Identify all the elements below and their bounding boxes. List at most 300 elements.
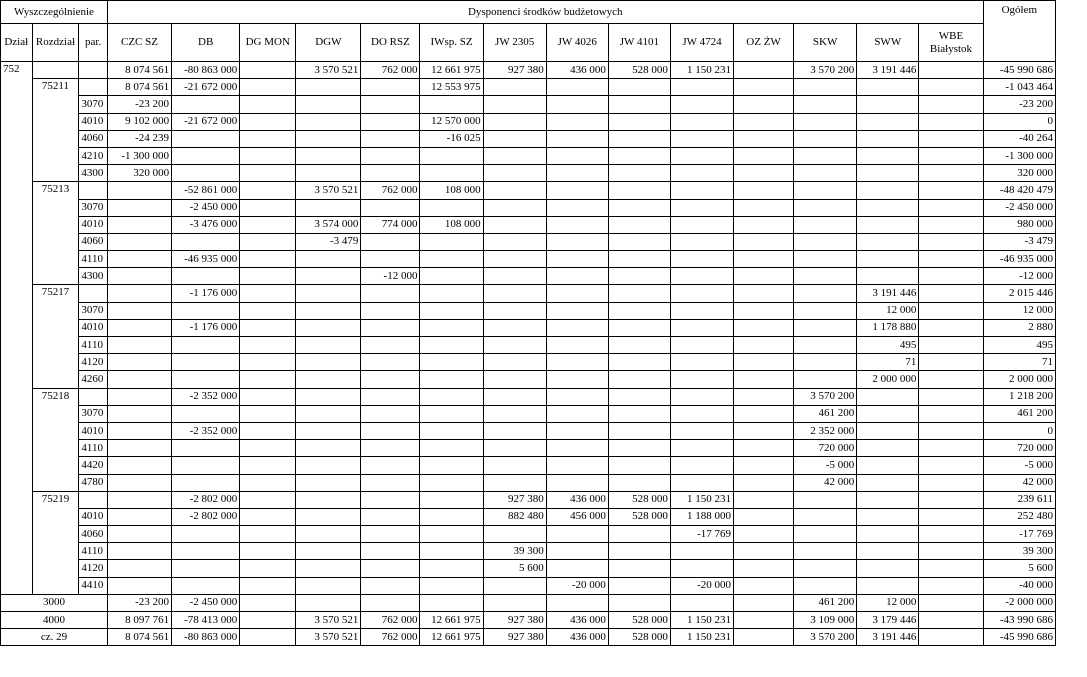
value-cell [240,337,296,354]
value-cell [608,422,670,439]
value-cell [734,268,794,285]
value-cell [483,354,546,371]
value-cell [420,165,483,182]
rozdzial-cell [32,233,79,250]
value-cell [172,130,240,147]
value-cell [670,165,733,182]
value-cell [361,526,420,543]
summary-value-cell: 436 000 [546,629,608,646]
value-cell [296,543,361,560]
value-cell [296,268,361,285]
summary-value-cell: 12 661 975 [420,612,483,629]
value-cell [483,302,546,319]
value-cell [857,268,919,285]
value-cell: 9 102 000 [107,113,171,130]
value-cell [107,508,171,525]
value-cell [240,165,296,182]
rozdzial-cell [32,526,79,543]
par-cell [79,62,108,79]
value-cell [172,302,240,319]
par-cell [79,285,108,302]
value-cell [361,491,420,508]
value-cell [483,268,546,285]
table-row [1,182,1056,199]
value-cell [296,457,361,474]
value-cell [794,508,857,525]
rozdzial-cell: 75219 [32,491,79,508]
value-cell [240,62,296,79]
value-cell [734,302,794,319]
value-cell [670,388,733,405]
table-row [1,285,1056,302]
value-cell: -5 000 [983,457,1055,474]
value-cell [483,79,546,96]
value-cell [734,457,794,474]
value-cell [546,560,608,577]
value-cell [483,371,546,388]
value-cell [857,233,919,250]
value-cell [240,491,296,508]
value-cell [240,440,296,457]
value-cell [857,543,919,560]
value-cell: -1 043 464 [983,79,1055,96]
value-cell: -17 769 [983,526,1055,543]
summary-value-cell: 1 150 231 [670,612,733,629]
value-cell [420,560,483,577]
value-cell [107,199,171,216]
value-cell [361,302,420,319]
value-cell: -3 479 [296,233,361,250]
value-cell [296,79,361,96]
value-cell [296,560,361,577]
value-cell [919,337,983,354]
summary-value-cell [919,594,983,611]
value-cell [857,457,919,474]
value-cell [546,337,608,354]
value-cell [107,526,171,543]
summary-value-cell: -43 990 686 [983,612,1055,629]
value-cell: 5 600 [483,560,546,577]
value-cell [361,319,420,336]
value-cell: -12 000 [361,268,420,285]
value-cell [670,147,733,164]
summary-row [1,594,1056,611]
value-cell: 528 000 [608,508,670,525]
value-cell [794,491,857,508]
value-cell: -23 200 [107,96,171,113]
value-cell: -24 239 [107,130,171,147]
value-cell [919,560,983,577]
par-cell: 4110 [79,337,108,354]
par-cell: 4010 [79,113,108,130]
summary-value-cell: 3 109 000 [794,612,857,629]
value-cell: 762 000 [361,62,420,79]
value-cell [546,182,608,199]
col-header-oz-zw: OZ ŻW [734,24,794,62]
value-cell [107,319,171,336]
value-cell [670,285,733,302]
value-cell [172,96,240,113]
value-cell [546,354,608,371]
value-cell [172,337,240,354]
value-cell [361,199,420,216]
summary-value-cell: -2 000 000 [983,594,1055,611]
par-header: par. [79,24,108,62]
value-cell [361,422,420,439]
value-cell [794,79,857,96]
value-cell [670,371,733,388]
value-cell [734,577,794,594]
value-cell [794,165,857,182]
value-cell [240,457,296,474]
value-cell: 0 [983,113,1055,130]
value-cell [240,577,296,594]
value-cell: 3 191 446 [857,285,919,302]
par-cell: 4060 [79,130,108,147]
value-cell [919,233,983,250]
value-cell: 3 570 200 [794,62,857,79]
value-cell: 436 000 [546,62,608,79]
value-cell [608,405,670,422]
value-cell [240,543,296,560]
par-cell: 3070 [79,199,108,216]
value-cell: -3 476 000 [172,216,240,233]
dzial-cell: 752 [1,62,33,595]
table-row [1,199,1056,216]
value-cell [546,130,608,147]
value-cell [483,233,546,250]
table-row [1,422,1056,439]
value-cell [107,474,171,491]
rozdzial-cell [32,474,79,491]
table-row [1,508,1056,525]
value-cell [794,268,857,285]
value-cell: 2 000 000 [983,371,1055,388]
col-header-jw-2305: JW 2305 [483,24,546,62]
value-cell [794,96,857,113]
value-cell: -21 672 000 [172,113,240,130]
summary-value-cell [919,612,983,629]
summary-value-cell: 3 570 521 [296,629,361,646]
col-header-jw-4026: JW 4026 [546,24,608,62]
value-cell [794,147,857,164]
value-cell: 436 000 [546,491,608,508]
value-cell [608,268,670,285]
value-cell [794,577,857,594]
value-cell [483,405,546,422]
value-cell [420,491,483,508]
value-cell: -46 935 000 [983,251,1055,268]
value-cell [608,251,670,268]
par-cell: 4010 [79,216,108,233]
value-cell: 252 480 [983,508,1055,525]
value-cell [420,337,483,354]
value-cell [107,251,171,268]
value-cell [919,440,983,457]
value-cell [608,543,670,560]
value-cell [734,474,794,491]
value-cell: 1 188 000 [670,508,733,525]
value-cell [420,319,483,336]
summary-row [1,612,1056,629]
value-cell [483,577,546,594]
par-cell: 4300 [79,165,108,182]
value-cell [734,422,794,439]
value-cell [546,79,608,96]
value-cell [670,474,733,491]
value-cell [172,474,240,491]
col-header-wbe-bialystok [919,24,983,62]
value-cell: -40 000 [983,577,1055,594]
value-cell [857,79,919,96]
value-cell [546,302,608,319]
par-cell: 4420 [79,457,108,474]
value-cell [240,251,296,268]
value-cell [734,526,794,543]
table-row [1,251,1056,268]
value-cell: 528 000 [608,491,670,508]
summary-value-cell: 461 200 [794,594,857,611]
value-cell [420,285,483,302]
value-cell [919,285,983,302]
summary-value-cell: 12 000 [857,594,919,611]
value-cell [296,474,361,491]
value-cell [172,147,240,164]
table-row [1,405,1056,422]
summary-value-cell: 3 191 446 [857,629,919,646]
col-header-dg-mon: DG MON [240,24,296,62]
summary-value-cell: 528 000 [608,629,670,646]
value-cell [670,130,733,147]
rozdzial-cell [32,216,79,233]
rozdzial-cell [32,560,79,577]
par-cell: 4060 [79,233,108,250]
value-cell [608,285,670,302]
value-cell [919,130,983,147]
value-cell [857,199,919,216]
col-header-iwsp-sz: IWsp. SZ [420,24,483,62]
value-cell [420,457,483,474]
value-cell [857,165,919,182]
rozdzial-cell [32,319,79,336]
value-cell: -21 672 000 [172,79,240,96]
value-cell [857,251,919,268]
value-cell [734,233,794,250]
value-cell: 720 000 [983,440,1055,457]
value-cell [608,354,670,371]
par-cell: 4110 [79,543,108,560]
value-cell: 3 191 446 [857,62,919,79]
value-cell [919,577,983,594]
col-header-do-rsz: DO RSZ [361,24,420,62]
value-cell: 2 015 446 [983,285,1055,302]
table-row [1,233,1056,250]
value-cell [483,474,546,491]
value-cell [919,543,983,560]
par-cell [79,491,108,508]
value-cell [240,354,296,371]
value-cell [361,457,420,474]
rozdzial-cell [32,508,79,525]
value-cell [107,371,171,388]
value-cell [919,113,983,130]
value-cell: 239 611 [983,491,1055,508]
par-cell [79,388,108,405]
value-cell [919,79,983,96]
wbe-line2: Białystok [929,42,973,55]
summary-value-cell: 8 097 761 [107,612,171,629]
col-header-czc-sz: CZC SZ [107,24,171,62]
value-cell [670,268,733,285]
rozdzial-cell [32,165,79,182]
value-cell: 5 600 [983,560,1055,577]
value-cell [734,130,794,147]
value-cell [483,130,546,147]
value-cell: 12 000 [857,302,919,319]
value-cell [296,371,361,388]
value-cell [107,302,171,319]
value-cell [608,199,670,216]
value-cell [483,526,546,543]
par-cell [79,79,108,96]
value-cell [857,130,919,147]
value-cell [296,405,361,422]
table-row [1,302,1056,319]
table-row [1,560,1056,577]
dysponenci-header: Dysponenci środków budżetowych [107,1,983,24]
value-cell [734,62,794,79]
summary-value-cell: 8 074 561 [107,629,171,646]
value-cell [172,233,240,250]
summary-value-cell [240,594,296,611]
value-cell [794,199,857,216]
value-cell [361,405,420,422]
summary-value-cell [734,612,794,629]
value-cell [734,371,794,388]
value-cell [107,543,171,560]
value-cell: -1 176 000 [172,319,240,336]
value-cell [857,508,919,525]
value-cell [608,457,670,474]
value-cell [919,216,983,233]
table-row [1,371,1056,388]
value-cell [734,165,794,182]
par-cell: 4300 [79,268,108,285]
value-cell [670,337,733,354]
value-cell: -52 861 000 [172,182,240,199]
value-cell [608,165,670,182]
summary-value-cell: -2 450 000 [172,594,240,611]
value-cell: 39 300 [483,543,546,560]
value-cell [420,405,483,422]
value-cell [919,405,983,422]
value-cell: 927 380 [483,62,546,79]
value-cell [296,354,361,371]
value-cell [857,216,919,233]
value-cell [670,79,733,96]
value-cell [240,302,296,319]
rozdzial-cell: 75213 [32,182,79,199]
value-cell [296,440,361,457]
col-header-db: DB [172,24,240,62]
value-cell: 2 000 000 [857,371,919,388]
value-cell [483,285,546,302]
value-cell [240,130,296,147]
value-cell [296,147,361,164]
value-cell [670,354,733,371]
table-row [1,526,1056,543]
value-cell [420,199,483,216]
value-cell [240,526,296,543]
value-cell [361,251,420,268]
table-row [1,79,1056,96]
summary-value-cell: -80 863 000 [172,629,240,646]
value-cell [608,233,670,250]
value-cell [734,96,794,113]
value-cell [296,251,361,268]
value-cell [608,337,670,354]
table-row [1,216,1056,233]
summary-value-cell: 927 380 [483,629,546,646]
summary-value-cell [919,629,983,646]
value-cell [172,457,240,474]
value-cell [420,147,483,164]
value-cell [296,508,361,525]
value-cell [734,440,794,457]
table-row [1,388,1056,405]
summary-value-cell [734,629,794,646]
value-cell [107,388,171,405]
wyszczegolnienie-header: Wyszczególnienie [1,1,108,24]
value-cell: 1 178 880 [857,319,919,336]
value-cell: -1 176 000 [172,285,240,302]
col-header-jw-4724: JW 4724 [670,24,733,62]
value-cell [172,354,240,371]
rozdzial-cell: 75211 [32,79,79,96]
value-cell: 42 000 [983,474,1055,491]
value-cell [107,560,171,577]
value-cell [608,302,670,319]
value-cell [734,79,794,96]
value-cell [172,165,240,182]
summary-value-cell: -78 413 000 [172,612,240,629]
table-row [1,491,1056,508]
value-cell [857,440,919,457]
value-cell [608,474,670,491]
rozdzial-cell [32,268,79,285]
value-cell [670,440,733,457]
value-cell [296,199,361,216]
summary-value-cell: 3 570 521 [296,612,361,629]
value-cell: -46 935 000 [172,251,240,268]
value-cell [546,96,608,113]
rozdzial-cell: 75217 [32,285,79,302]
table-row [1,354,1056,371]
value-cell [420,233,483,250]
value-cell [240,268,296,285]
value-cell [361,440,420,457]
value-cell: 12 570 000 [420,113,483,130]
value-cell [608,440,670,457]
value-cell: 461 200 [794,405,857,422]
value-cell [361,508,420,525]
table-row [1,543,1056,560]
par-cell: 4260 [79,371,108,388]
value-cell: 1 218 200 [983,388,1055,405]
ogolem-header: Ogółem [983,1,1055,62]
summary-value-cell [420,594,483,611]
value-cell [296,577,361,594]
